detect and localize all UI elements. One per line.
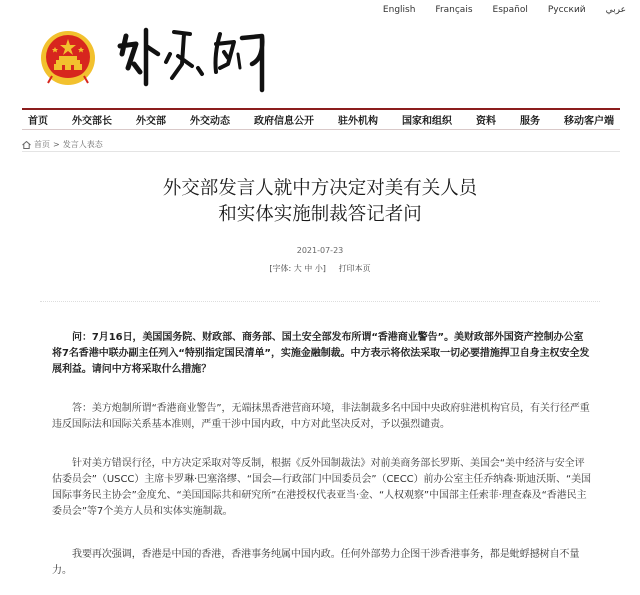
breadcrumb-home[interactable]: 首页 (34, 140, 50, 149)
nav-ministry[interactable]: 外交部 (136, 116, 166, 127)
lang-french[interactable]: Français (435, 5, 473, 15)
breadcrumb (22, 139, 103, 150)
nav-missions[interactable]: 驻外机构 (338, 116, 378, 127)
site-header (0, 22, 640, 97)
lang-english[interactable]: English (382, 5, 416, 15)
lang-spanish[interactable]: Español (492, 5, 528, 15)
breadcrumb-separator: > (53, 140, 60, 149)
font-size-label: [字体: (269, 264, 292, 273)
content-rule (40, 301, 600, 302)
font-small-button[interactable]: 小] (314, 264, 326, 273)
home-icon (22, 141, 31, 149)
question-paragraph: 问：7月16日，美国国务院、财政部、商务部、国土安全部发布所谓“香港商业警告”。美财政部外国资产控制办公室将7名香港中联办副主任列入“特别指定国民清单”，实施金融制裁。中方表示将依法采取一切必要措施捍卫自身主权安全发展利益。请问中方将采取什么措施？ (52, 332, 590, 375)
nav-countries[interactable]: 国家和组织 (402, 116, 452, 127)
font-large-button[interactable]: 大 (293, 264, 302, 273)
article-title (0, 176, 640, 228)
nav-services[interactable]: 服务 (520, 116, 540, 127)
countermeasure-paragraph: 针对美方错误行径，中方决定采取对等反制，根据《反外国制裁法》对前美商务部长罗斯、美国会“美中经济与安全评估委员会”（USCC）主席卡罗琳·巴塞洛缪、“国会—行政部门中国委员会”（CECC）前办公室主任乔纳森·斯迪沃斯、“美国国际事务民主协会”金度允、“美国国际共和研究所”在港授权代表亚当·金、“人权观察”中国部主任索菲·理查森及“香港民主委员会”等7个美方人员和实体实施制裁。 (52, 458, 591, 517)
nav-home[interactable]: 首页 (28, 116, 48, 127)
lang-russian[interactable]: Русский (547, 5, 586, 15)
font-medium-button[interactable]: 中 (304, 264, 313, 273)
article-date: 2021-07-23 (296, 246, 344, 255)
nav-gov-info[interactable]: 政府信息公开 (254, 116, 314, 127)
lang-arabic[interactable]: عربي (605, 5, 626, 15)
main-nav (22, 108, 620, 130)
language-bar (383, 5, 626, 15)
emphasis-paragraph: 我要再次强调，香港是中国的香港，香港事务纯属中国内政。任何外部势力企图干涉香港事务，都是蚍蜉撼树自不量力。 (52, 549, 580, 576)
nav-diplomatic-news[interactable]: 外交动态 (190, 116, 230, 127)
article-tools (0, 263, 640, 274)
answer-paragraph: 答：美方炮制所谓“香港商业警告”，无端抹黑香港营商环境，非法制裁多名中国中央政府驻港机构官员，有关行径严重违反国际法和国际关系基本准则，严重干涉中国内政，中方对此坚决反对，予以强烈谴责。 (52, 403, 590, 430)
header-divider (22, 151, 620, 152)
nav-minister[interactable]: 外交部长 (72, 116, 112, 127)
breadcrumb-current[interactable]: 发言人表态 (62, 140, 103, 149)
nav-resources[interactable]: 资料 (476, 116, 496, 127)
national-emblem-icon[interactable] (40, 30, 96, 86)
ministry-calligraphy-logo[interactable] (112, 24, 282, 96)
nav-mobile[interactable]: 移动客户端 (564, 116, 614, 127)
print-button[interactable]: 打印本页 (338, 264, 371, 273)
title-line-2: 和实体实施制裁答记者问 (218, 204, 422, 225)
title-line-1: 外交部发言人就中方决定对美有关人员 (162, 178, 478, 199)
